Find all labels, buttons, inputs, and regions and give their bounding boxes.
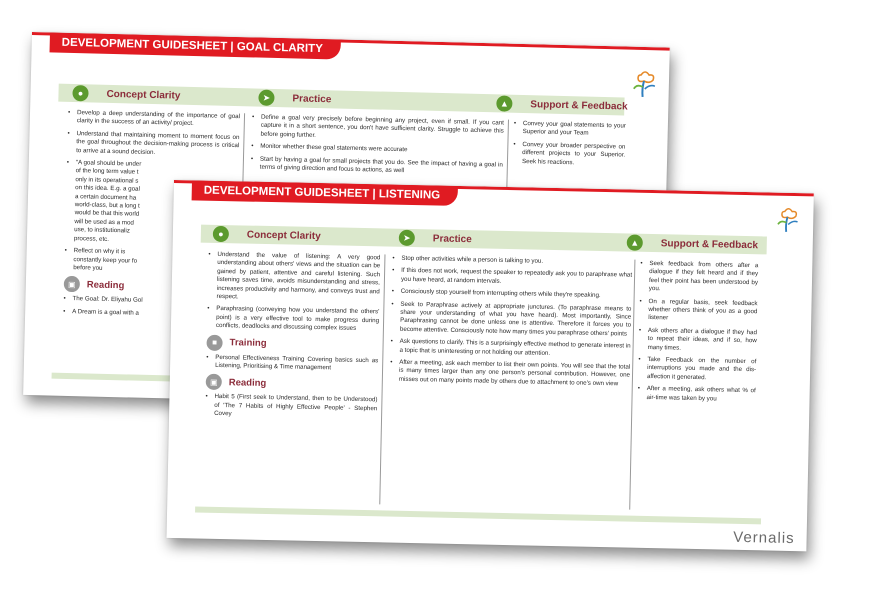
list-item: • Habit 5 (First seek to Understand, then to be Understood) of 'The 7 Habits of Highly Effective People' - Stephen Covey bbox=[205, 393, 377, 422]
book-icon: ▣ bbox=[64, 276, 80, 292]
list-item: • After a meeting, ask each member to list their own points. You will see that the total is many times larger than any one person's personal contribution. However, one misses out on many points made by others due to attachment to one's own view bbox=[390, 359, 630, 389]
slide-title: DEVELOPMENT GUIDESHEET | LISTENING bbox=[192, 180, 459, 206]
list-item: • If this does not work, request the speaker to repeatedly ask you to paraphrase what you have heard, at random intervals. bbox=[392, 267, 632, 289]
list-item: • Develop a deep understanding of the importance of goal clarity in the success of an activity/ project. bbox=[68, 109, 240, 130]
list-item: • Paraphrasing (conveying how you understand the others' point) is a very effective tool to make progress during conflicts, deadlocks and discussing complex issues bbox=[207, 305, 379, 334]
slide-title: DEVELOPMENT GUIDESHEET | GOAL CLARITY bbox=[50, 32, 342, 59]
list-item: • Reflect on why it is constantly keep your fo before you bbox=[64, 247, 237, 276]
list-item: • Understand that maintaining moment to moment focus on the goal throughout the decision-making process is critical to arrive at a sound decision. bbox=[67, 130, 240, 159]
practice-header: ➤ Practice bbox=[399, 228, 472, 250]
reading-header: ▣ Reading bbox=[64, 276, 236, 296]
list-item: • Start by having a goal for small projects that you do. See the impact of having a goal in terms of giving direction and focus to actions, as well bbox=[251, 155, 503, 178]
thumbs-up-icon: ▲ bbox=[627, 234, 643, 250]
lightbulb-icon: ● bbox=[72, 85, 88, 101]
concept-column bbox=[205, 251, 381, 426]
list-item: • "A goal should be under of the long term value t only in its operational s on this idea. E.g. a goal a certain document ha world-class, but a long t would be that this world will be used as a mod use, to institutionaliz process, etc. bbox=[65, 159, 239, 247]
list-item: • On a regular basis, seek feedback whether others think of you as a good listener bbox=[639, 297, 758, 325]
list-item: • Ask others after a dialogue if they had to repeat their ideas, and if so, how many times. bbox=[639, 327, 758, 355]
support-feedback-header: ▲ Support & Feedback bbox=[496, 93, 628, 116]
support-column bbox=[513, 120, 626, 173]
list-item: • After a meeting, ask others what % of air-time was taken by you bbox=[637, 385, 755, 404]
practice-column bbox=[390, 255, 633, 393]
lightbulb-icon: ● bbox=[213, 226, 229, 242]
practice-column bbox=[251, 113, 504, 182]
thumbs-up-icon: ▲ bbox=[496, 95, 512, 111]
concept-clarity-header: ● Concept Clarity bbox=[72, 83, 180, 106]
book-icon: ▣ bbox=[206, 374, 222, 390]
list-item: • Seek to Paraphrase actively at appropriate junctures. (To paraphrase means to share your understanding of what you have heard). Most importantly, Since Paraphrasing cannot be done unless one is attentive. Therefore it forces you to become attentive. Consciously note how many times you paraphrase others' points bbox=[391, 300, 632, 339]
flower-logo-icon bbox=[631, 69, 660, 100]
concept-clarity-header: ● Concept Clarity bbox=[213, 224, 321, 246]
column-divider bbox=[379, 254, 385, 504]
list-item: • The Goal: Dr. Eliyahu Gol bbox=[63, 295, 235, 308]
list-item: • Understand the value of listening: A very good understanding about others' views and the situation can be gained by patient, attentive and careful listening. Such listening saves time, avoids misunderstanding and stress, increases productivity and harmony, and conveys trust and respect. bbox=[207, 251, 380, 305]
reading-header: ▣ Reading bbox=[206, 374, 378, 394]
list-item: • Define a goal very precisely before beginning any project, even if small. If you cant capture it in a short sentence, you don't have sufficient clarity. Struggle to achieve this before going further. bbox=[251, 113, 504, 144]
support-column bbox=[637, 260, 758, 409]
runner-icon: ➤ bbox=[399, 230, 415, 246]
support-feedback-header: ▲ Support & Feedback bbox=[627, 232, 759, 255]
list-item: • A Dream is a goal with a bbox=[63, 308, 235, 321]
brand-wordmark: Vernalis bbox=[733, 528, 795, 548]
list-item: • Ask questions to clarify. This is a surprisingly effective method to generate interest in a topic that is uninteresting or not holding our attention. bbox=[390, 338, 630, 360]
list-item: • Convey your broader perspective on different projects to your Superior. Seek his reactions. bbox=[513, 141, 626, 169]
list-item: • Personal Effectiveness Training Covering basics such as Listening, Prioritising & Time management bbox=[206, 353, 378, 373]
list-item: • Stop other activities while a person is talking to you. bbox=[392, 255, 632, 268]
slide-listening bbox=[167, 180, 814, 551]
flower-logo-icon bbox=[775, 205, 802, 236]
list-item: • Monitor whether these goal statements were accurate bbox=[251, 143, 503, 158]
list-item: • Convey your goal statements to your Superior and your Team bbox=[514, 120, 626, 140]
list-item: • Consciously stop yourself from interrupting others while they're speaking. bbox=[392, 288, 632, 301]
practice-header: ➤ Practice bbox=[258, 88, 331, 110]
footer-band bbox=[195, 507, 761, 525]
training-header: ■ Training bbox=[206, 334, 378, 354]
trainer-icon: ■ bbox=[206, 334, 222, 350]
list-item: • Take Feedback on the number of interruptions you made and the dis-affection it generated. bbox=[638, 356, 757, 384]
runner-icon: ➤ bbox=[258, 90, 274, 106]
list-item: • Seek feedback from others after a dialogue if they felt heard and if they feel their point has been understood by you. bbox=[640, 260, 759, 296]
